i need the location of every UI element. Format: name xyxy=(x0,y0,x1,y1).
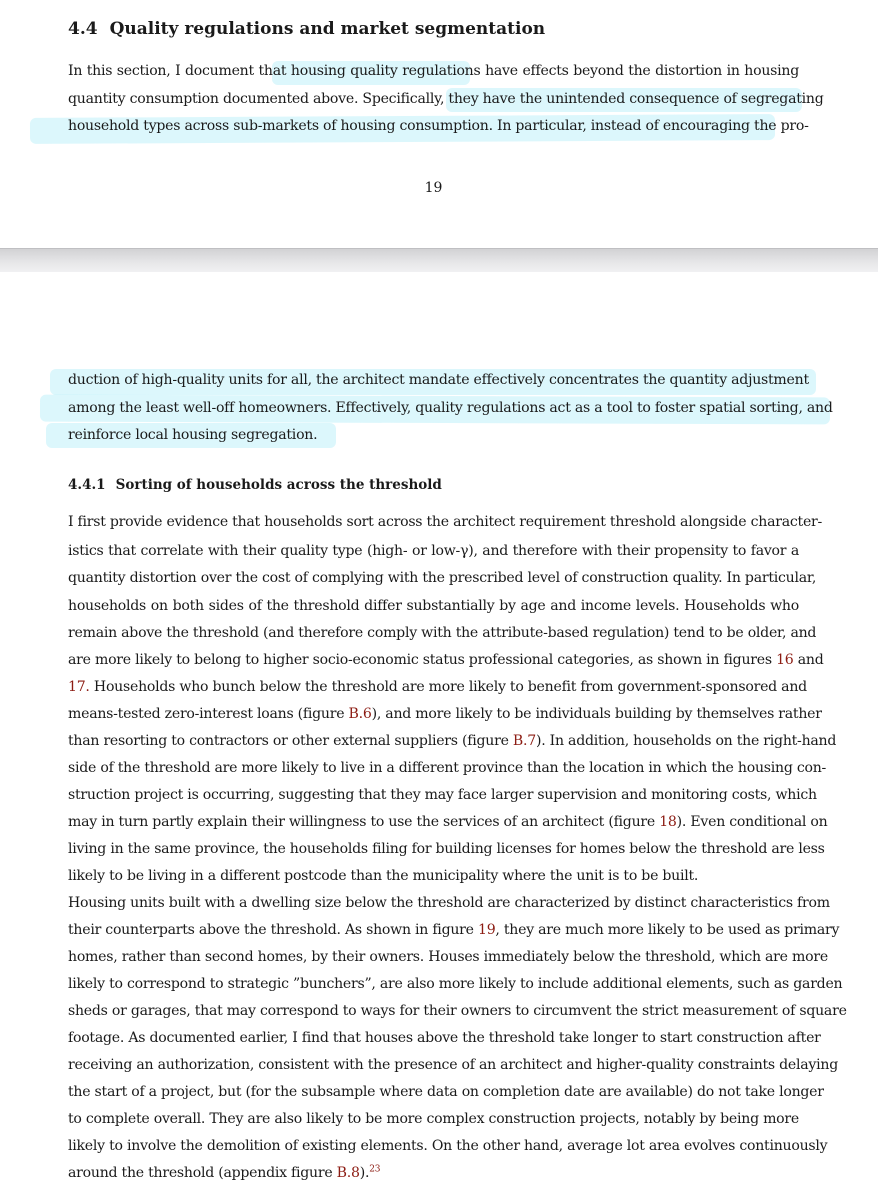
subsection-heading xyxy=(68,477,442,493)
body-text: means-tested zero-interest loans (figure xyxy=(68,706,349,722)
body-text: ). Even conditional on xyxy=(676,814,828,830)
body-line: homes, rather than second homes, by their owners. Houses immediately below the threshold, which are more xyxy=(68,949,828,965)
figure-link[interactable]: 19 xyxy=(477,922,496,938)
section-number: 4.4 xyxy=(68,19,98,39)
body-line xyxy=(68,809,828,836)
body-line xyxy=(68,674,807,701)
body-text: Households who bunch below the threshold are more likely to benefit from government-sponsored and xyxy=(89,679,807,695)
body-line: I first provide evidence that households sort across the architect requirement threshold alongside character- xyxy=(68,514,823,530)
page-19-fragment xyxy=(0,0,878,248)
figure-link[interactable]: 16 xyxy=(776,652,794,668)
figure-link[interactable]: 17. xyxy=(68,679,90,695)
subsection-number: 4.4.1 xyxy=(68,477,106,493)
body-line: istics that correlate with their quality type (high- or low-γ), and therefore with their propensity to favor a xyxy=(68,543,799,559)
body-line: remain above the threshold (and therefore comply with the attribute-based regulation) tend to be older, and xyxy=(68,625,817,641)
paragraph-line: duction of high-quality units for all, the architect mandate effectively concentrates the quantity adjustment xyxy=(68,372,809,388)
body-line: sheds or garages, that may correspond to ways for their owners to circumvent the strict measurement of square xyxy=(68,1003,847,1019)
body-line: living in the same province, the households filing for building licenses for homes below the threshold are less xyxy=(68,841,825,857)
paragraph-line: quantity consumption documented above. Specifically, they have the unintended consequence of segregating xyxy=(68,91,824,107)
body-text: and xyxy=(793,652,824,668)
body-line xyxy=(68,917,840,944)
body-line: likely to be living in a different postcode than the municipality where the unit is to be built. xyxy=(68,868,699,884)
page-break-separator xyxy=(0,248,878,273)
body-text: may in turn partly explain their willingness to use the services of an architect (figure xyxy=(68,814,660,830)
page-number: 19 xyxy=(424,180,443,196)
section-title: Quality regulations and market segmentation xyxy=(109,19,546,39)
body-line: the start of a project, but (for the subsample where data on completion date are available) do not take longer xyxy=(68,1084,824,1100)
body-line: to complete overall. They are also likely to be more complex construction projects, notably by being more xyxy=(68,1111,799,1127)
body-text: ), and more likely to be individuals building by themselves rather xyxy=(371,706,822,722)
body-text: are more likely to belong to higher socio-economic status professional categories, as shown in figures xyxy=(68,652,777,668)
body-line: struction project is occurring, suggesting that they may face larger supervision and monitoring costs, which xyxy=(68,787,817,803)
figure-link[interactable]: B.6 xyxy=(348,706,372,722)
paragraph-line: In this section, I document that housing quality regulations have effects beyond the distortion in housing xyxy=(68,63,799,79)
body-text: , they are much more likely to be used as primary xyxy=(495,922,840,938)
body-line: likely to involve the demolition of existing elements. On the other hand, average lot area evolves continuously xyxy=(68,1138,828,1154)
section-heading xyxy=(68,19,545,39)
body-line: likely to correspond to strategic ”bunchers”, are also more likely to include additional elements, such as garden xyxy=(68,976,843,992)
paragraph-line: among the least well-off homeowners. Effectively, quality regulations act as a tool to foster spatial sorting, and xyxy=(68,400,833,416)
body-line: quantity distortion over the cost of complying with the prescribed level of construction quality. In particular, xyxy=(68,570,817,586)
body-line: footage. As documented earlier, I find that houses above the threshold take longer to start construction after xyxy=(68,1030,821,1046)
body-line: side of the threshold are more likely to live in a different province than the location in which the housing con- xyxy=(68,760,827,776)
body-line xyxy=(68,701,822,728)
body-text: ). xyxy=(359,1165,370,1181)
figure-link[interactable]: B.7 xyxy=(512,733,536,749)
figure-link[interactable]: B.8 xyxy=(336,1165,360,1181)
body-line: receiving an authorization, consistent with the presence of an architect and higher-quality constraints delaying xyxy=(68,1057,838,1073)
body-line xyxy=(68,728,837,755)
body-line xyxy=(68,647,824,674)
body-text: than resorting to contractors or other external suppliers (figure xyxy=(68,733,513,749)
paragraph-line: household types across sub-markets of housing consumption. In particular, instead of encouraging the pro- xyxy=(68,118,809,134)
footnote-marker[interactable]: 23 xyxy=(369,1164,381,1175)
figure-link[interactable]: 18 xyxy=(659,814,677,830)
body-line: households on both sides of the threshold differ substantially by age and income levels. Households who xyxy=(68,598,799,614)
paragraph-line: reinforce local housing segregation. xyxy=(68,427,318,443)
body-line: Housing units built with a dwelling size below the threshold are characterized by distinct characteristics from xyxy=(68,895,830,911)
body-text: around the threshold (appendix figure xyxy=(68,1165,337,1181)
body-text: their counterparts above the threshold. As shown in figure xyxy=(68,922,478,938)
body-line xyxy=(68,1160,799,1187)
body-text: ). In addition, households on the right-hand xyxy=(535,733,837,749)
subsection-title: Sorting of households across the threshold xyxy=(115,477,442,493)
